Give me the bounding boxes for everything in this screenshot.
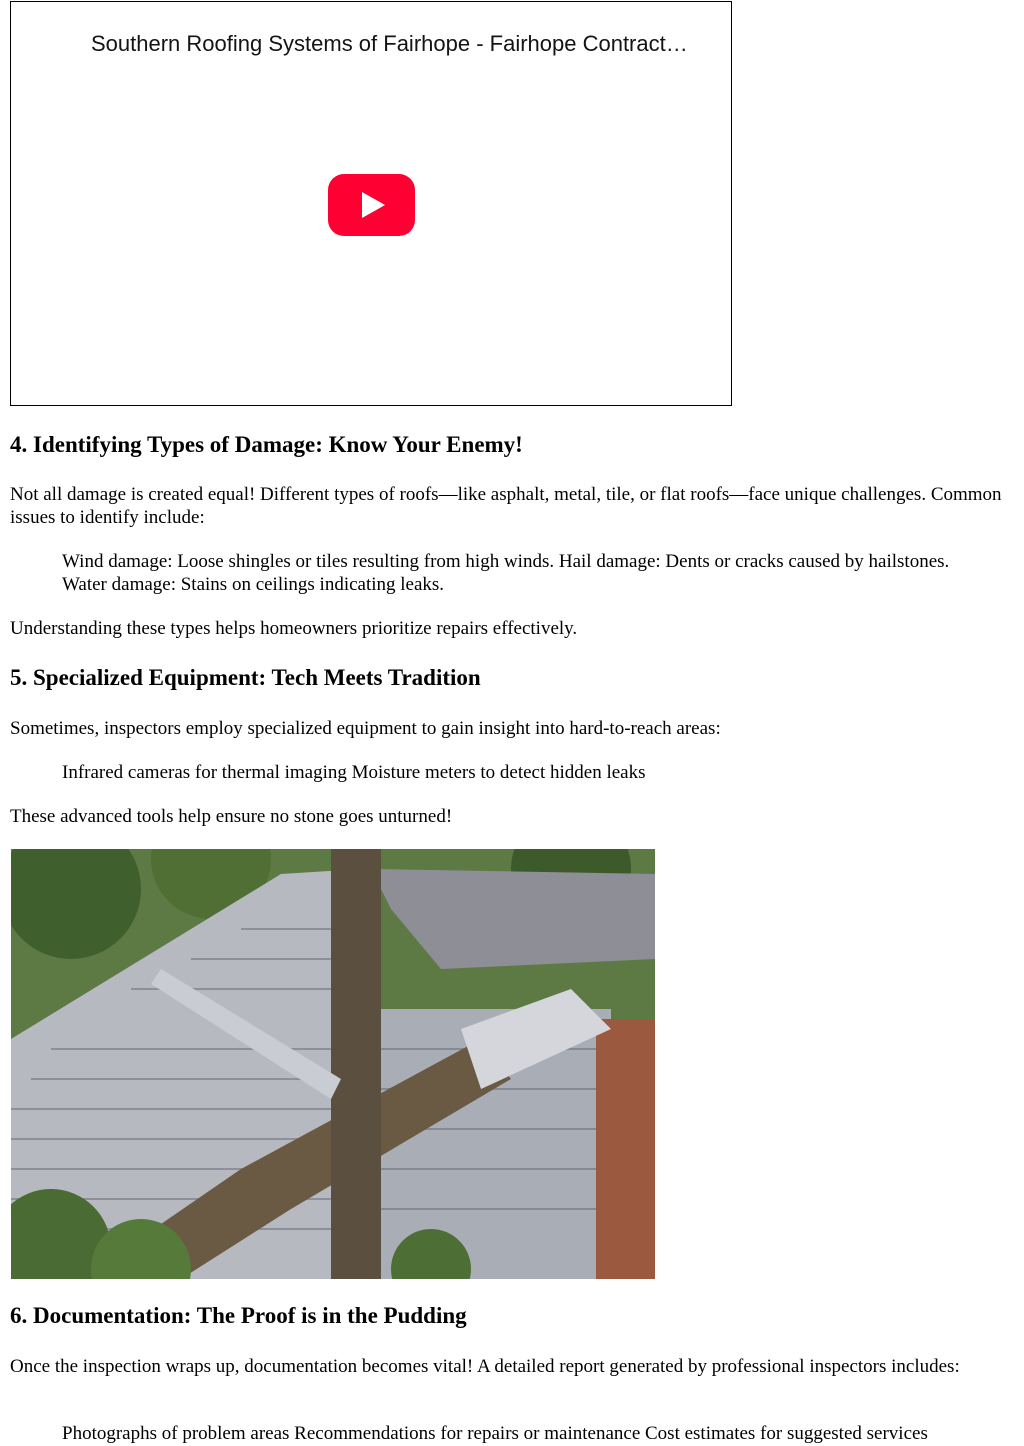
paragraph: Sometimes, inspectors employ specialized equipment to gain insight into hard-to-reach areas:	[10, 718, 721, 739]
video-embed[interactable]	[10, 1, 732, 406]
paragraph: Once the inspection wraps up, documentation becomes vital! A detailed report generated by professional inspectors includes:	[10, 1356, 960, 1377]
paragraph: Understanding these types helps homeowners prioritize repairs effectively.	[10, 618, 578, 639]
video-title[interactable]: Southern Roofing Systems of Fairhope - Fairhope Contract…	[91, 31, 688, 56]
section-heading: 6. Documentation: The Proof is in the Pudding	[10, 1303, 467, 1328]
storm-damage-photo	[11, 849, 655, 1279]
list-text: Photographs of problem areas Recommendations for repairs or maintenance Cost estimates for suggested services	[62, 1423, 928, 1444]
paragraph: These advanced tools help ensure no stone goes unturned!	[10, 806, 453, 827]
list-text: Infrared cameras for thermal imaging Moisture meters to detect hidden leaks	[62, 762, 646, 783]
paragraph: Not all damage is created equal! Different types of roofs—like asphalt, metal, tile, or flat roofs—face unique challenges. Common issues to identify include:	[10, 484, 1002, 528]
play-icon[interactable]	[328, 174, 415, 236]
section-heading: 5. Specialized Equipment: Tech Meets Tradition	[10, 665, 481, 690]
photo-illustration	[11, 849, 655, 1279]
section-heading: 4. Identifying Types of Damage: Know Your Enemy!	[10, 432, 523, 457]
list-text: Wind damage: Loose shingles or tiles resulting from high winds. Hail damage: Dents or cracks caused by hailstones. Water damage: Stains on ceilings indicating leaks.	[62, 551, 950, 595]
